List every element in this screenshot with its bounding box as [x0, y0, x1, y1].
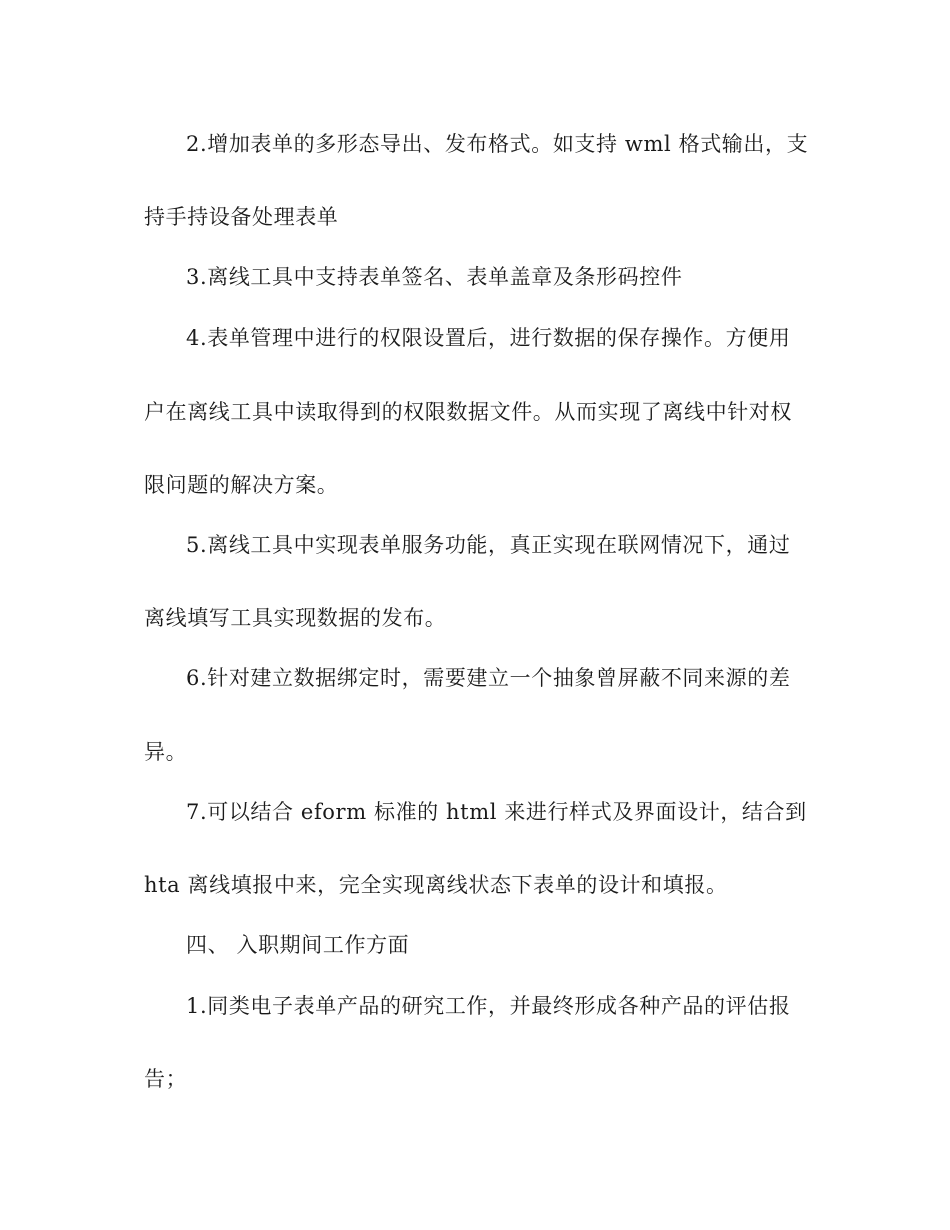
paragraph-2-line-2: 持手持设备处理表单: [144, 205, 339, 229]
section-item-1-line-2: 告；: [144, 1067, 188, 1091]
paragraph-2-line-1: 2.增加表单的多形态导出、发布格式。如支持 wml 格式输出，支: [186, 132, 809, 156]
section-heading: 四、 入职期间工作方面: [186, 933, 410, 957]
paragraph-4-line-1: 4.表单管理中进行的权限设置后，进行数据的保存操作。方便用: [186, 326, 791, 350]
section-item-1-line-1: 1.同类电子表单产品的研究工作，并最终形成各种产品的评估报: [186, 994, 791, 1018]
paragraph-5-line-1: 5.离线工具中实现表单服务功能，真正实现在联网情况下，通过: [186, 533, 791, 557]
paragraph-5-line-2: 离线填写工具实现数据的发布。: [144, 606, 447, 630]
paragraph-6-line-1: 6.针对建立数据绑定时，需要建立一个抽象曾屏蔽不同来源的差: [186, 666, 791, 690]
paragraph-7-line-2: hta 离线填报中来，完全实现离线状态下表单的设计和填报。: [144, 873, 728, 897]
paragraph-4-line-3: 限问题的解决方案。: [144, 473, 339, 497]
paragraph-4-line-2: 户在离线工具中读取得到的权限数据文件。从而实现了离线中针对权: [144, 400, 792, 424]
paragraph-3-line-1: 3.离线工具中支持表单签名、表单盖章及条形码控件: [186, 265, 683, 289]
paragraph-6-line-2: 异。: [144, 740, 188, 764]
paragraph-7-line-1: 7.可以结合 eform 标准的 html 来进行样式及界面设计，结合到: [186, 800, 807, 824]
